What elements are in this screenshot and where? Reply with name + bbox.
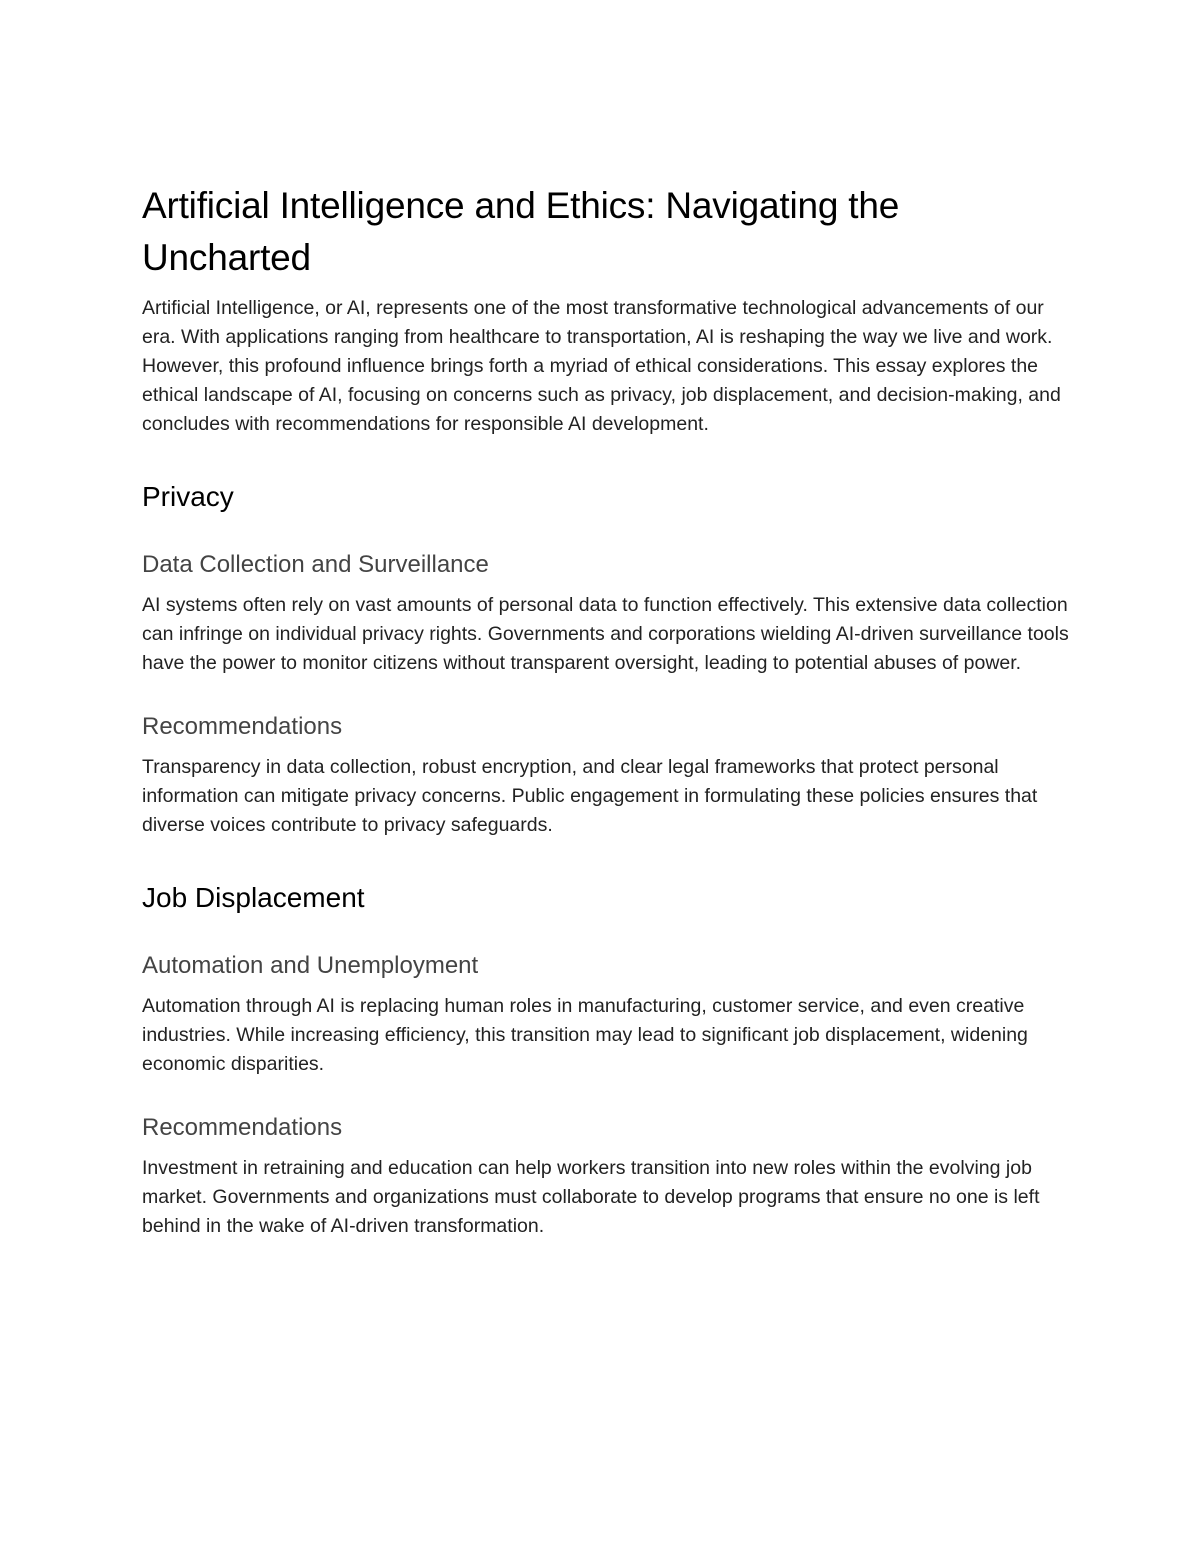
paragraph-automation: Automation through AI is replacing human roles in manufacturing, customer service, and even creative industries. While increasing efficiency, this transition may lead to significant job displacement, widening economic disparities. xyxy=(142,995,1028,1075)
section-heading-job-displacement: Job Displacement xyxy=(142,882,365,913)
document-title: Artificial Intelligence and Ethics: Navigating the Uncharted xyxy=(142,185,900,278)
subsection-heading-job-recommendations: Recommendations xyxy=(142,1114,343,1141)
section-heading-privacy: Privacy xyxy=(142,481,234,512)
subsection-heading-data-collection: Data Collection and Surveillance xyxy=(142,551,489,578)
subsection-heading-privacy-recommendations: Recommendations xyxy=(142,713,343,740)
paragraph-privacy-recommendations: Transparency in data collection, robust encryption, and clear legal frameworks that protect personal information can mitigate privacy concerns. Public engagement in formulating these policies ensures that diverse voices contribute to privacy safeguards. xyxy=(142,756,1038,836)
document-content xyxy=(142,180,1072,1241)
intro-paragraph: Artificial Intelligence, or AI, represents one of the most transformative technological advancements of our era. With applications ranging from healthcare to transportation, AI is reshaping the way we live and work. However, this profound influence brings forth a myriad of ethical considerations. This essay explores the ethical landscape of AI, focusing on concerns such as privacy, job displacement, and decision-making, and concludes with recommendations for responsible AI development. xyxy=(142,297,1061,435)
paragraph-data-collection: AI systems often rely on vast amounts of personal data to function effectively. This extensive data collection can infringe on individual privacy rights. Governments and corporations wielding AI-driven surveillance tools have the power to monitor citizens without transparent oversight, leading to potential abuses of power. xyxy=(142,594,1069,674)
subsection-heading-automation: Automation and Unemployment xyxy=(142,952,479,979)
paragraph-job-recommendations: Investment in retraining and education can help workers transition into new roles within the evolving job market. Governments and organizations must collaborate to develop programs that ensure no one is left behind in the wake of AI-driven transformation. xyxy=(142,1157,1040,1237)
